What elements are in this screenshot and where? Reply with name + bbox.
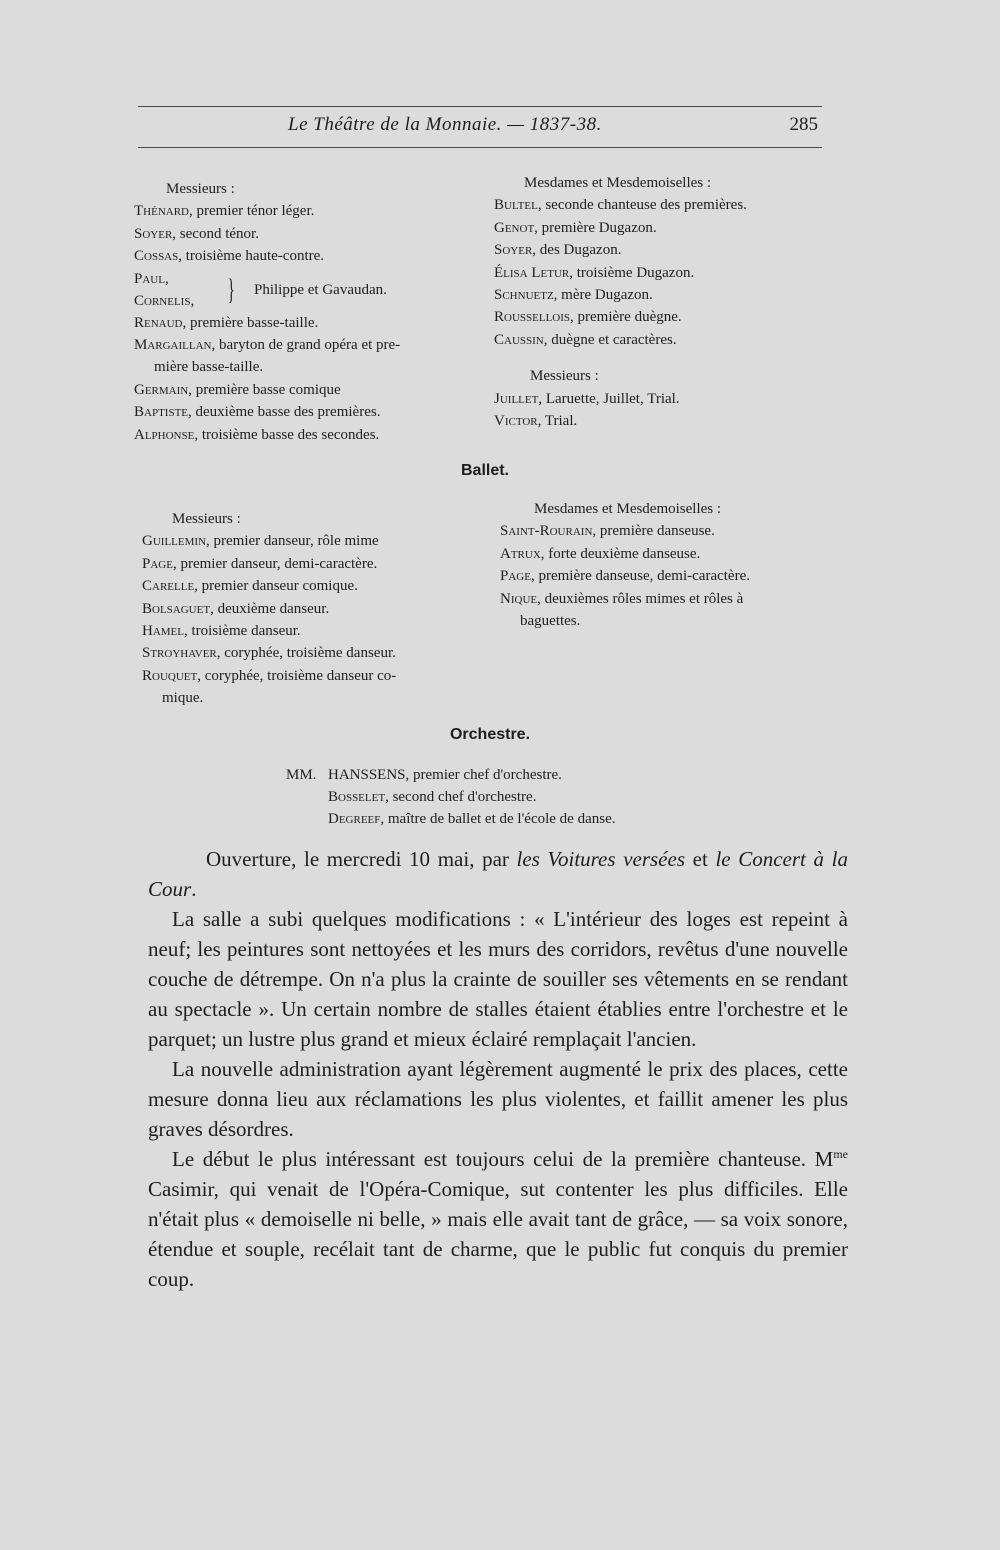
cast-role: , baryton de grand opéra et pre- <box>211 337 401 354</box>
cast-role: , troisième danseur. <box>184 623 301 640</box>
cast-name: Thénard <box>134 203 189 220</box>
cast-name: Germain <box>134 381 189 398</box>
cast-name: Genot <box>494 219 535 236</box>
cast-name: Bultel <box>494 197 538 214</box>
header-rule-top <box>138 106 822 107</box>
cast-line <box>286 764 615 786</box>
cast-line <box>142 598 396 620</box>
page-number: 285 <box>789 114 818 135</box>
cast-name: Paul, <box>134 270 169 287</box>
cast-line <box>500 588 750 610</box>
cast-line <box>494 388 747 410</box>
cast-name: Stroyhaver <box>142 645 217 662</box>
ballet-men-list <box>142 508 396 710</box>
cast-role: , troisième basse des secondes. <box>194 426 380 443</box>
braced-cast-group <box>134 268 400 312</box>
italic-title: le Concert à la Cour <box>148 847 848 901</box>
ballet-men-heading: Messieurs : <box>172 511 241 527</box>
cast-line <box>134 223 400 245</box>
cast-name: Roussellois <box>494 309 571 326</box>
cast-name: Alphonse <box>134 426 195 443</box>
cast-role: , mère Dugazon. <box>553 287 653 304</box>
cast-role: , second ténor. <box>172 225 259 242</box>
header-rule-bottom <box>138 147 822 148</box>
orchestre-prefix: MM. <box>286 767 317 783</box>
ballet-title: Ballet. <box>460 462 509 479</box>
cast-line-continuation: mière basse-taille. <box>154 359 264 376</box>
cast-role: , premier ténor léger. <box>189 203 315 220</box>
cast-name: Soyer <box>134 225 173 242</box>
cast-name: Bosselet <box>328 789 386 805</box>
cast-line <box>142 553 396 575</box>
cast-line <box>134 401 400 423</box>
cast-line <box>494 194 747 216</box>
paragraph: La salle a subi quelques modifications : « L'intérieur des loges est repeint à neuf; les peintures sont nettoyées et les murs des corridors, revêtus d'une nouvelle couche de détrempe. On n'a plus la crainte de souiller ses vêtements en se rendant au spectacle ». Un certain nombre de stalles étaient établies entre l'orchestre et le parquet; un lustre plus grand et mieux éclairé remplaçait l'ancien. <box>148 907 848 1051</box>
orchestre-title: Orchestre. <box>449 726 531 743</box>
cast-role: , premier danseur, rôle mime <box>206 533 379 550</box>
cast-line <box>494 306 747 328</box>
superscript: me <box>833 1147 848 1161</box>
cast-line <box>134 424 400 446</box>
cast-name: Baptiste <box>134 404 189 421</box>
cast-line <box>134 200 400 222</box>
brace-icon: } <box>227 272 235 306</box>
cast-name: Victor <box>494 413 538 430</box>
cast-line <box>142 575 396 597</box>
cast-line <box>494 284 747 306</box>
cast-name: Soyer <box>494 242 533 259</box>
cast-line <box>142 620 396 642</box>
cast-name: Degreef <box>328 811 381 827</box>
opera-women-list <box>494 172 747 432</box>
cast-name: Margaillan <box>134 337 212 354</box>
running-title: Le Théâtre de la Monnaie. — 1837-38. <box>288 114 602 135</box>
cast-role: , seconde chanteuse des premières. <box>537 197 747 214</box>
cast-name: Atrux <box>500 545 541 562</box>
cast-role: , coryphée, troisième danseur. <box>216 645 396 662</box>
running-header <box>138 110 822 144</box>
cast-name: Schnuetz <box>494 287 554 304</box>
cast-role: , premier danseur, demi-caractère. <box>172 555 378 572</box>
cast-line <box>494 410 747 432</box>
paragraph: La nouvelle administration ayant légèrement augmenté le prix des places, cette mesure donna lieu aux réclamations les plus violentes, et faillit amener les plus graves désordres. <box>148 1057 848 1141</box>
opera-men-heading: Messieurs : <box>166 181 235 197</box>
cast-name: Juillet <box>494 390 539 407</box>
cast-line <box>494 329 747 351</box>
cast-role: , deuxième danseur. <box>210 600 330 617</box>
cast-name: Cossas <box>134 248 179 265</box>
cast-role: , Laruette, Juillet, Trial. <box>538 390 680 407</box>
cast-name: Cornelis, <box>134 292 195 309</box>
opera-men-list <box>134 178 400 446</box>
cast-name: Caussin <box>494 331 544 348</box>
text-run: . <box>191 877 197 901</box>
cast-role: , deuxièmes rôles mimes et rôles à <box>537 590 744 607</box>
cast-line <box>286 786 615 808</box>
cast-role: , première danseuse, demi-caractère. <box>530 568 750 585</box>
ballet-women-heading: Mesdames et Mesdemoiselles : <box>534 501 722 517</box>
cast-name: Page <box>500 568 531 585</box>
cast-line-continuation: mique. <box>162 690 204 707</box>
cast-name: Page <box>142 555 173 572</box>
cast-role: , second chef d'orchestre. <box>385 789 537 805</box>
text-run: Ouverture, le mercredi 10 mai, par <box>206 847 517 871</box>
paragraph <box>148 844 848 904</box>
cast-role: , coryphée, troisième danseur co- <box>197 667 397 684</box>
cast-role: Philippe et Gavaudan. <box>254 281 387 298</box>
cast-role: , troisième Dugazon. <box>569 264 695 281</box>
cast-line <box>134 379 400 401</box>
cast-line <box>500 543 750 565</box>
cast-role: , premier chef d'orchestre. <box>405 767 562 783</box>
cast-role: , Trial. <box>537 413 578 430</box>
text-run: Le début le plus intéressant est toujours celui de la première chanteuse. M <box>172 1147 834 1171</box>
cast-line <box>134 334 400 356</box>
body-text <box>148 844 848 1294</box>
cast-line <box>494 239 747 261</box>
cast-line <box>500 565 750 587</box>
cast-role: , duègne et caractères. <box>543 331 677 348</box>
cast-role: , première duègne. <box>570 309 682 326</box>
cast-line <box>286 808 615 830</box>
cast-role: , premier danseur comique. <box>194 578 358 595</box>
cast-name: Hamel <box>142 623 184 640</box>
cast-role: , première Dugazon. <box>534 219 657 236</box>
cast-role: , troisième haute-contre. <box>178 248 325 265</box>
cast-line <box>142 530 396 552</box>
cast-role: , première basse-taille. <box>182 314 319 331</box>
cast-name: Bolsaguet <box>142 600 211 617</box>
cast-line <box>134 312 400 334</box>
opera-women-heading: Mesdames et Mesdemoiselles : <box>524 175 712 191</box>
cast-name: Carelle <box>142 578 195 595</box>
orchestre-list <box>286 764 615 830</box>
cast-role: , deuxième basse des premières. <box>188 404 381 421</box>
paragraph <box>148 1144 848 1294</box>
cast-line-continuation: baguettes. <box>520 613 581 630</box>
cast-name: Nique <box>500 590 538 607</box>
cast-role: , des Dugazon. <box>532 242 622 259</box>
cast-role: , forte deuxième danseuse. <box>540 545 701 562</box>
cast-line <box>134 245 400 267</box>
cast-line <box>142 665 396 687</box>
cast-line <box>494 262 747 284</box>
cast-role: , maître de ballet et de l'école de danse. <box>380 811 616 827</box>
cast-name: HANSSENS <box>328 767 406 783</box>
italic-title: les Voitures versées <box>516 847 685 871</box>
cast-role: , première basse comique <box>188 381 341 398</box>
cast-name: Renaud <box>134 314 183 331</box>
text-run: et <box>685 847 716 871</box>
opera-men-heading-2: Messieurs : <box>530 368 599 385</box>
ballet-women-list <box>500 498 750 632</box>
cast-name: Élisa Letur <box>494 264 570 281</box>
cast-name: Guillemin <box>142 533 206 550</box>
text-run: Casimir, qui venait de l'Opéra-Comique, sut contenter les plus difficiles. Elle n'était plus « demoiselle ni belle, » mais elle avait tant de grâce, — sa voix sonore, étendue et souple, recélait tant de charme, que le public fut conquis du premier coup. <box>148 1177 848 1291</box>
cast-role: , première danseuse. <box>592 523 715 540</box>
cast-line <box>494 217 747 239</box>
cast-line <box>142 642 396 664</box>
cast-name: Saint-Rourain <box>500 523 593 540</box>
cast-line <box>500 520 750 542</box>
cast-name: Rouquet <box>142 667 198 684</box>
